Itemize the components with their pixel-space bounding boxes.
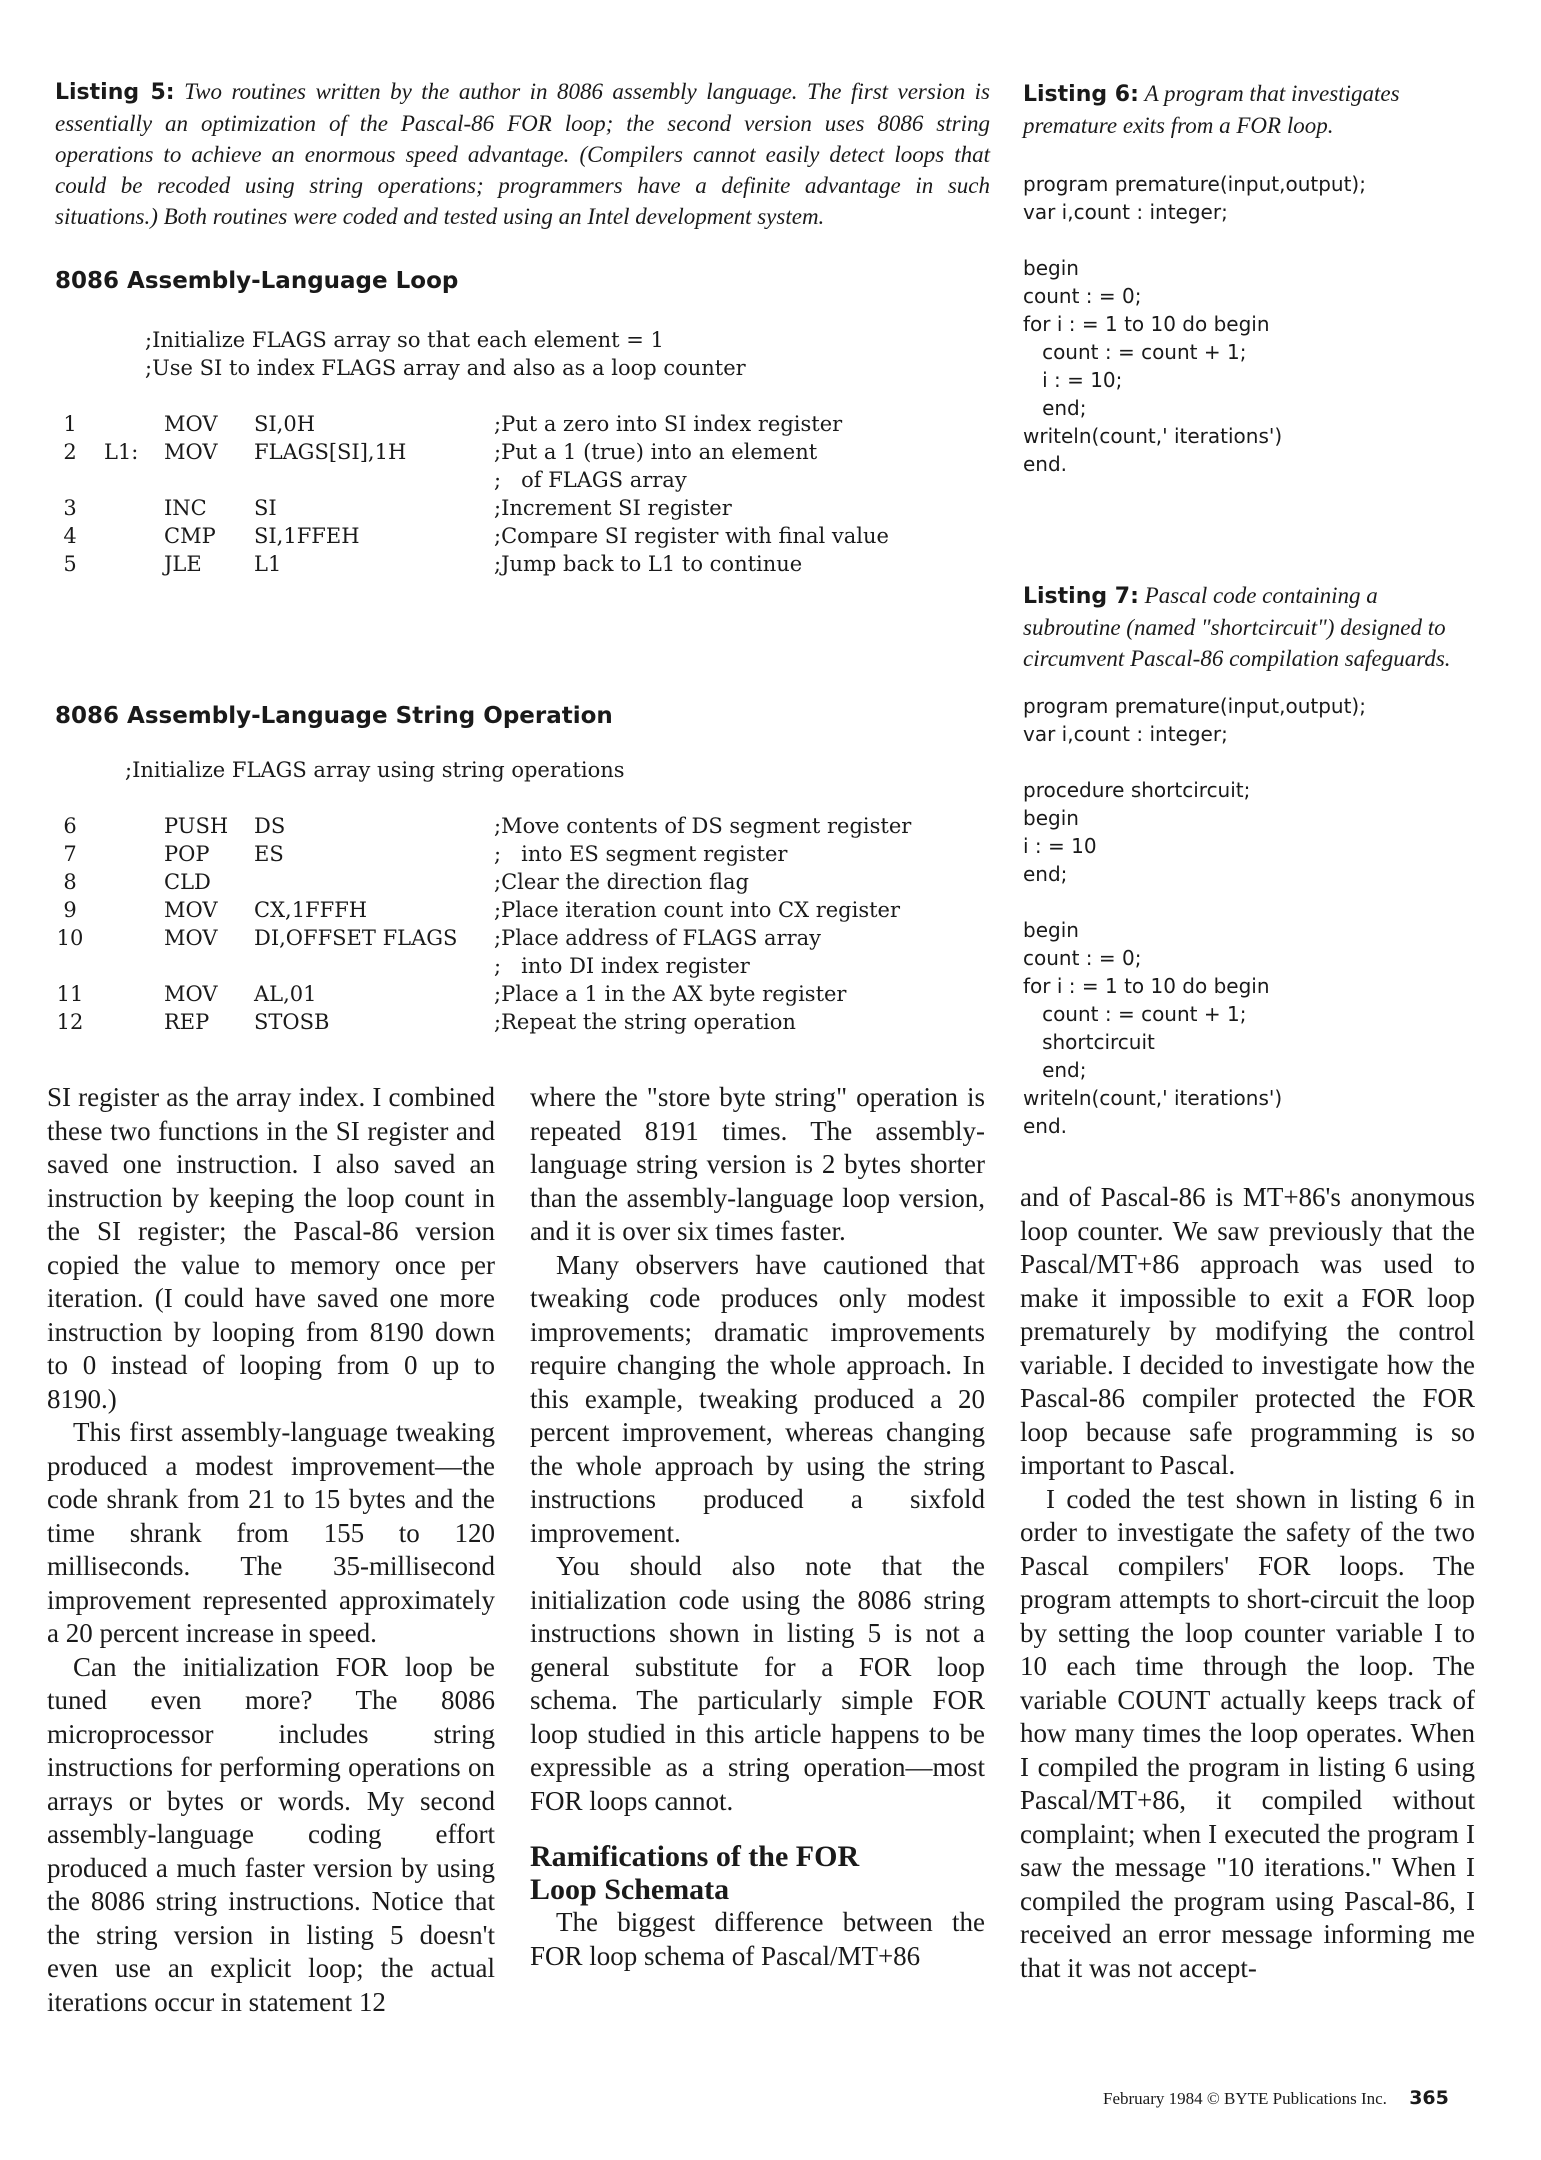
code-comment: ;Place a 1 in the AX byte register xyxy=(494,982,847,1006)
line-number: 3 xyxy=(63,496,77,520)
opcode: MOV xyxy=(164,898,218,922)
code-line xyxy=(36,496,889,524)
operand: L1 xyxy=(254,552,282,576)
opcode: REP xyxy=(164,1010,210,1034)
code-line xyxy=(36,1010,911,1038)
opcode: JLE xyxy=(164,552,202,576)
opcode: PUSH xyxy=(164,814,229,838)
code-line xyxy=(36,524,889,552)
loop-comment-2: ;Use SI to index FLAGS array and also as a loop counter xyxy=(145,356,746,380)
operand: ES xyxy=(254,842,284,866)
code-line xyxy=(36,412,889,440)
code-comment: ;Put a zero into SI index register xyxy=(494,412,843,436)
col2-heading: Ramifications of the FOR Loop Schemata xyxy=(530,1840,860,1906)
code-line xyxy=(36,552,889,580)
code-comment: ;Put a 1 (true) into an element xyxy=(494,440,818,464)
listing5-caption-text: Two routines written by the author in 8086 assembly language. The first version is essentially an optimization of the Pascal-86 FOR loop; the second version uses 8086 string operations to achieve an enormous speed advantage. (Compilers cannot easily detect loops that could be recoded using string operations; programmers have a definite advantage in such situations.) Both routines were coded and tested using an Intel development system. xyxy=(55,79,991,229)
opcode: MOV xyxy=(164,412,218,436)
line-number: 5 xyxy=(63,552,77,576)
code-line xyxy=(36,842,911,870)
col2-para-1: where the "store byte string" operation is repeated 8191 times. The assembly-language string version is 2 bytes shorter than the assembly-language loop version, and it is over six times faster. xyxy=(530,1082,985,1246)
opcode: MOV xyxy=(164,982,218,1006)
code-label xyxy=(104,982,164,1010)
operand: SI xyxy=(254,496,277,520)
loop-section-title: 8086 Assembly-Language Loop xyxy=(55,268,459,294)
listing7-label: Listing 7: xyxy=(1023,584,1139,609)
opcode xyxy=(164,954,254,982)
line-number: 4 xyxy=(63,524,77,548)
code-comment: ;Clear the direction flag xyxy=(494,870,749,894)
listing5-caption xyxy=(55,76,990,232)
col3-para-2: I coded the test shown in listing 6 in order to investigate the safety of the two Pascal compilers' FOR loops. The program attempts to short-circuit the loop by setting the loop counter variable I to 10 each time through the loop. The variable COUNT actually keeps track of how many times the loop operates. When I compiled the program in listing 6 using Pascal/MT+86, it compiled without complaint; when I executed the program I saw the message "10 iterations." When I compiled the program using Pascal-86, I received an error message informing me that it was not accept- xyxy=(1020,1483,1475,1983)
operand: SI,1FFEH xyxy=(254,524,360,548)
code-label xyxy=(104,552,164,580)
code-label xyxy=(104,842,164,870)
code-label xyxy=(104,412,164,440)
code-label xyxy=(104,954,164,982)
listing6-code: program premature(input,output); var i,count : integer; begin count : = 0; for i : = 1 to 10 do begin count : = count + 1; i : = 10; end; writeln(count,' iterations') end. xyxy=(1023,172,1366,476)
code-line xyxy=(36,926,911,954)
code-comment: ; into ES segment register xyxy=(494,842,788,866)
col1-para-1: SI register as the array index. I combined these two functions in the SI register and saved one instruction. I also saved an instruction by keeping the loop count in the SI register; the Pascal-86 version copied the value to memory once per iteration. (I could have saved one more instruction by looping from 8190 down to 0 instead of looping from 0 up to 8190.) xyxy=(47,1082,495,1414)
code-label xyxy=(104,468,164,496)
code-comment: ;Jump back to L1 to continue xyxy=(494,552,803,576)
operand xyxy=(254,954,494,982)
opcode: INC xyxy=(164,496,207,520)
operand: FLAGS[SI],1H xyxy=(254,440,407,464)
code-line xyxy=(36,440,889,468)
string-comment: ;Initialize FLAGS array using string operations xyxy=(125,758,625,782)
code-line xyxy=(36,898,911,926)
code-label xyxy=(104,926,164,954)
opcode: MOV xyxy=(164,926,218,950)
line-number: 12 xyxy=(56,1010,84,1034)
listing6-caption xyxy=(1023,78,1478,141)
code-label xyxy=(104,814,164,842)
listing6-label: Listing 6: xyxy=(1023,82,1139,107)
opcode: MOV xyxy=(164,440,218,464)
listing6-caption-text: A program that investigates premature exits from a FOR loop. xyxy=(1023,81,1400,138)
code-label xyxy=(104,898,164,926)
col2-para-3: You should also note that the initialization code using the 8086 string instructions shown in listing 5 is not a general substitute for a FOR loop schema. The particularly simple FOR loop studied in this article happens to be expressible as a string operation—most FOR loops cannot. xyxy=(530,1551,985,1816)
code-line xyxy=(36,954,911,982)
operand: DS xyxy=(254,814,286,838)
col2-para-2: Many observers have cautioned that tweaking code produces only modest improvements; dramatic improvements require changing the whole approach. In this example, tweaking produced a 20 percent improvement, whereas changing the whole approach by using the string instructions produced a sixfold improvement. xyxy=(530,1249,985,1548)
page-number: 365 xyxy=(1409,2087,1449,2109)
string-section-title: 8086 Assembly-Language String Operation xyxy=(55,703,613,729)
code-label xyxy=(104,870,164,898)
code-comment: ;Place address of FLAGS array xyxy=(494,926,821,950)
code-label xyxy=(104,496,164,524)
col2-para-4: The biggest difference between the FOR loop schema of Pascal/MT+86 xyxy=(530,1907,985,1971)
line-number: 7 xyxy=(63,842,77,866)
code-comment: ;Place iteration count into CX register xyxy=(494,898,901,922)
footer-text: February 1984 © BYTE Publications Inc. xyxy=(1103,2089,1387,2108)
operand: DI,OFFSET FLAGS xyxy=(254,926,458,950)
opcode: CLD xyxy=(164,870,211,894)
operand: SI,0H xyxy=(254,412,316,436)
line-number xyxy=(36,954,104,982)
line-number: 8 xyxy=(63,870,77,894)
code-label: L1: xyxy=(104,440,139,464)
body-column-2 xyxy=(530,1081,985,1973)
loop-code-table xyxy=(36,412,889,580)
body-column-1 xyxy=(47,1081,495,2019)
line-number: 1 xyxy=(63,412,77,436)
line-number: 9 xyxy=(63,898,77,922)
code-label xyxy=(104,1010,164,1038)
line-number: 2 xyxy=(63,440,77,464)
code-line xyxy=(36,468,889,496)
code-comment: ; of FLAGS array xyxy=(494,468,687,492)
col3-para-1: and of Pascal-86 is MT+86's anonymous loop counter. We saw previously that the Pascal/MT+86 approach was used to make it impossible to exit a FOR loop prematurely by modifying the control variable. I decided to investigate how the Pascal-86 compiler protected the FOR loop because safe programming is so important to Pascal. xyxy=(1020,1182,1475,1480)
code-comment: ; into DI index register xyxy=(494,954,750,978)
listing7-caption xyxy=(1023,580,1478,674)
col1-para-2: This first assembly-language tweaking produced a modest improvement—the code shrank from 21 to 15 bytes and the time shrank from 155 to 120 milliseconds. The 35-millisecond improvement represented approximately a 20 percent increase in speed. xyxy=(47,1417,495,1648)
listing5-label: Listing 5: xyxy=(55,80,175,105)
string-code-table xyxy=(36,814,911,1038)
body-column-3 xyxy=(1020,1181,1475,1985)
listing7-caption-text: Pascal code containing a subroutine (named "shortcircuit") designed to circumvent Pascal-86 compilation safeguards. xyxy=(1023,583,1451,671)
code-comment: ;Increment SI register xyxy=(494,496,732,520)
opcode: CMP xyxy=(164,524,216,548)
col1-para-3: Can the initialization FOR loop be tuned even more? The 8086 microprocessor includes string instructions for performing operations on arrays or bytes or words. My second assembly-language coding effort produced a much faster version by using the 8086 string instructions. Notice that the string version in listing 5 doesn't even use an explicit loop; the actual iterations occur in statement 12 xyxy=(47,1651,495,2017)
opcode: POP xyxy=(164,842,210,866)
operand xyxy=(254,468,494,496)
code-comment: ;Move contents of DS segment register xyxy=(494,814,912,838)
operand xyxy=(254,870,494,898)
line-number: 11 xyxy=(56,982,84,1006)
operand: STOSB xyxy=(254,1010,330,1034)
operand: CX,1FFFH xyxy=(254,898,368,922)
line-number: 10 xyxy=(56,926,84,950)
page-footer xyxy=(1103,2087,1449,2109)
opcode xyxy=(164,468,254,496)
operand: AL,01 xyxy=(254,982,317,1006)
line-number xyxy=(36,468,104,496)
listing7-code: program premature(input,output); var i,count : integer; procedure shortcircuit; begin i : = 10 end; begin count : = 0; for i : = 1 to 10 do begin count : = count + 1; shortcircuit end; writeln(count,' iterations') end. xyxy=(1023,694,1366,1138)
code-line xyxy=(36,870,911,898)
code-label xyxy=(104,524,164,552)
code-comment: ;Compare SI register with final value xyxy=(494,524,889,548)
loop-comment-1: ;Initialize FLAGS array so that each element = 1 xyxy=(145,328,664,352)
line-number: 6 xyxy=(63,814,77,838)
code-line xyxy=(36,814,911,842)
code-comment: ;Repeat the string operation xyxy=(494,1010,796,1034)
code-line xyxy=(36,982,911,1010)
loop-comments xyxy=(145,326,746,382)
